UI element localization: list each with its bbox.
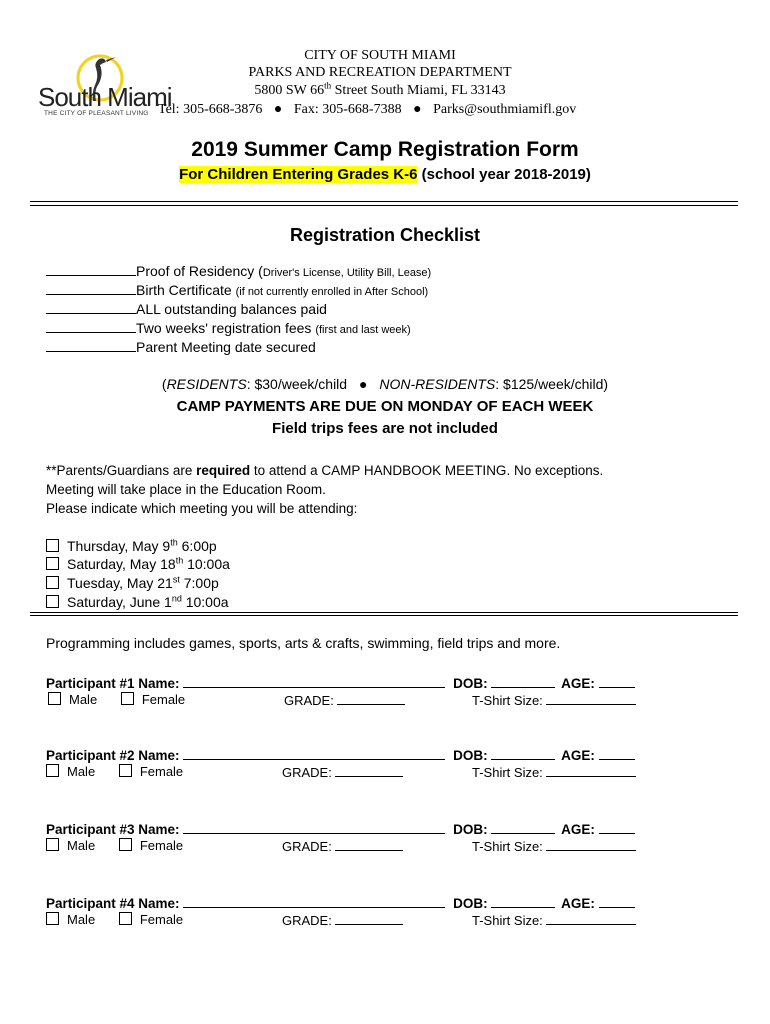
meeting-location: Meeting will take place in the Education Room. (46, 482, 326, 497)
dob-field[interactable] (491, 675, 555, 688)
participant-1-shirt: T-Shirt Size: (472, 692, 636, 708)
nonresidents-label: NON-RESIDENTS (379, 376, 496, 392)
meeting-option[interactable]: Thursday, May 9th 6:00p (46, 538, 217, 554)
male-checkbox[interactable] (46, 764, 59, 777)
grade-field[interactable] (337, 692, 405, 705)
checkbox[interactable] (46, 539, 59, 552)
name-field[interactable] (183, 821, 445, 834)
bullet-separator: ● (273, 102, 283, 117)
participant-1-grade: GRADE: (284, 692, 405, 708)
fax-number: Fax: 305-668-7388 (293, 102, 402, 117)
dob-field[interactable] (491, 895, 555, 908)
grades-highlight: For Children Entering Grades K-6 (179, 166, 418, 183)
participant-1-details-row: Male Female (48, 692, 185, 707)
male-checkbox[interactable] (46, 912, 59, 925)
address-line: 5800 SW 66th Street South Miami, FL 33143 (254, 80, 506, 98)
contact-line (158, 102, 576, 118)
residents-fee: : $30/week/child (246, 376, 348, 392)
shirt-size-field[interactable] (546, 838, 636, 851)
meeting-option[interactable]: Saturday, June 1nd 10:00a (46, 594, 229, 610)
checklist-blank[interactable] (46, 320, 136, 333)
divider-line (30, 201, 738, 202)
name-field[interactable] (183, 747, 445, 760)
form-title: 2019 Summer Camp Registration Form (191, 138, 579, 161)
checklist-blank[interactable] (46, 263, 136, 276)
participant-3-grade: GRADE: (282, 838, 403, 854)
meeting-instruction: Please indicate which meeting you will be attending: (46, 501, 358, 516)
nonresidents-fee: : $125/week/child) (495, 376, 609, 392)
bullet-separator: ● (413, 102, 422, 117)
female-checkbox[interactable] (119, 838, 132, 851)
shirt-size-field[interactable] (546, 764, 636, 777)
residents-label: RESIDENTS (166, 376, 247, 392)
participant-2-name-row: Participant #2 Name: DOB: AGE: (46, 747, 635, 763)
participant-2-grade: GRADE: (282, 764, 403, 780)
phone-number: Tel: 305-668-3876 (158, 102, 263, 117)
programming-note: Programming includes games, sports, arts & crafts, swimming, field trips and more. (46, 635, 561, 651)
meeting-option[interactable]: Tuesday, May 21st 7:00p (46, 575, 219, 591)
department-name: PARKS AND RECREATION DEPARTMENT (248, 65, 512, 80)
logo-wordmark: South Miami (38, 82, 172, 112)
age-field[interactable] (599, 821, 635, 834)
meeting-requirement: **Parents/Guardians are required to attend a CAMP HANDBOOK MEETING. No exceptions. (46, 463, 604, 478)
shirt-size-field[interactable] (546, 692, 636, 705)
checkbox[interactable] (46, 557, 59, 570)
participant-2-shirt: T-Shirt Size: (472, 764, 636, 780)
email-address: Parks@southmiamifl.gov (433, 102, 577, 117)
participant-3-details-row: Male Female (46, 838, 183, 853)
checklist-item-meeting: Parent Meeting date secured (46, 339, 316, 355)
participant-1-name-row: Participant #1 Name: DOB: AGE: (46, 675, 635, 691)
checklist-blank[interactable] (46, 301, 136, 314)
grade-field[interactable] (335, 838, 403, 851)
male-checkbox[interactable] (46, 838, 59, 851)
divider-line (30, 205, 738, 206)
participant-4-name-row: Participant #4 Name: DOB: AGE: (46, 895, 635, 911)
female-checkbox[interactable] (119, 912, 132, 925)
dob-field[interactable] (491, 821, 555, 834)
grade-field[interactable] (335, 764, 403, 777)
age-field[interactable] (599, 675, 635, 688)
male-checkbox[interactable] (48, 692, 61, 705)
dob-field[interactable] (491, 747, 555, 760)
divider-line (30, 612, 738, 613)
shirt-size-field[interactable] (546, 912, 636, 925)
checklist-item-residency: Proof of Residency (Driver's License, Utility Bill, Lease) (46, 263, 431, 279)
name-field[interactable] (183, 675, 445, 688)
checkbox[interactable] (46, 576, 59, 589)
checklist-item-balances: ALL outstanding balances paid (46, 301, 327, 317)
checklist-blank[interactable] (46, 339, 136, 352)
participant-4-grade: GRADE: (282, 912, 403, 928)
city-name: CITY OF SOUTH MIAMI (304, 48, 456, 63)
participant-3-shirt: T-Shirt Size: (472, 838, 636, 854)
participant-3-name-row: Participant #3 Name: DOB: AGE: (46, 821, 635, 837)
age-field[interactable] (599, 895, 635, 908)
payment-notice: CAMP PAYMENTS ARE DUE ON MONDAY OF EACH WEEK (176, 398, 594, 415)
participant-2-details-row: Male Female (46, 764, 183, 779)
form-subtitle: For Children Entering Grades K-6 (school year 2018-2019) (179, 166, 591, 183)
age-field[interactable] (599, 747, 635, 760)
checklist-blank[interactable] (46, 282, 136, 295)
checklist-item-fees: Two weeks' registration fees (first and last week) (46, 320, 411, 336)
female-checkbox[interactable] (119, 764, 132, 777)
grade-field[interactable] (335, 912, 403, 925)
logo-tagline: THE CITY OF PLEASANT LIVING (44, 110, 149, 117)
checklist-item-birth-certificate: Birth Certificate (if not currently enrolled in After School) (46, 282, 428, 298)
participant-4-shirt: T-Shirt Size: (472, 912, 636, 928)
meeting-option[interactable]: Saturday, May 18th 10:00a (46, 556, 230, 572)
checkbox[interactable] (46, 595, 59, 608)
participant-4-details-row: Male Female (46, 912, 183, 927)
checklist-title: Registration Checklist (289, 225, 481, 245)
divider-line (30, 615, 738, 616)
name-field[interactable] (183, 895, 445, 908)
fee-schedule: (RESIDENTS: $30/week/child ● NON-RESIDENTS: $125/week/child) (161, 376, 609, 392)
field-trip-notice: Field trips fees are not included (272, 420, 498, 437)
female-checkbox[interactable] (121, 692, 134, 705)
